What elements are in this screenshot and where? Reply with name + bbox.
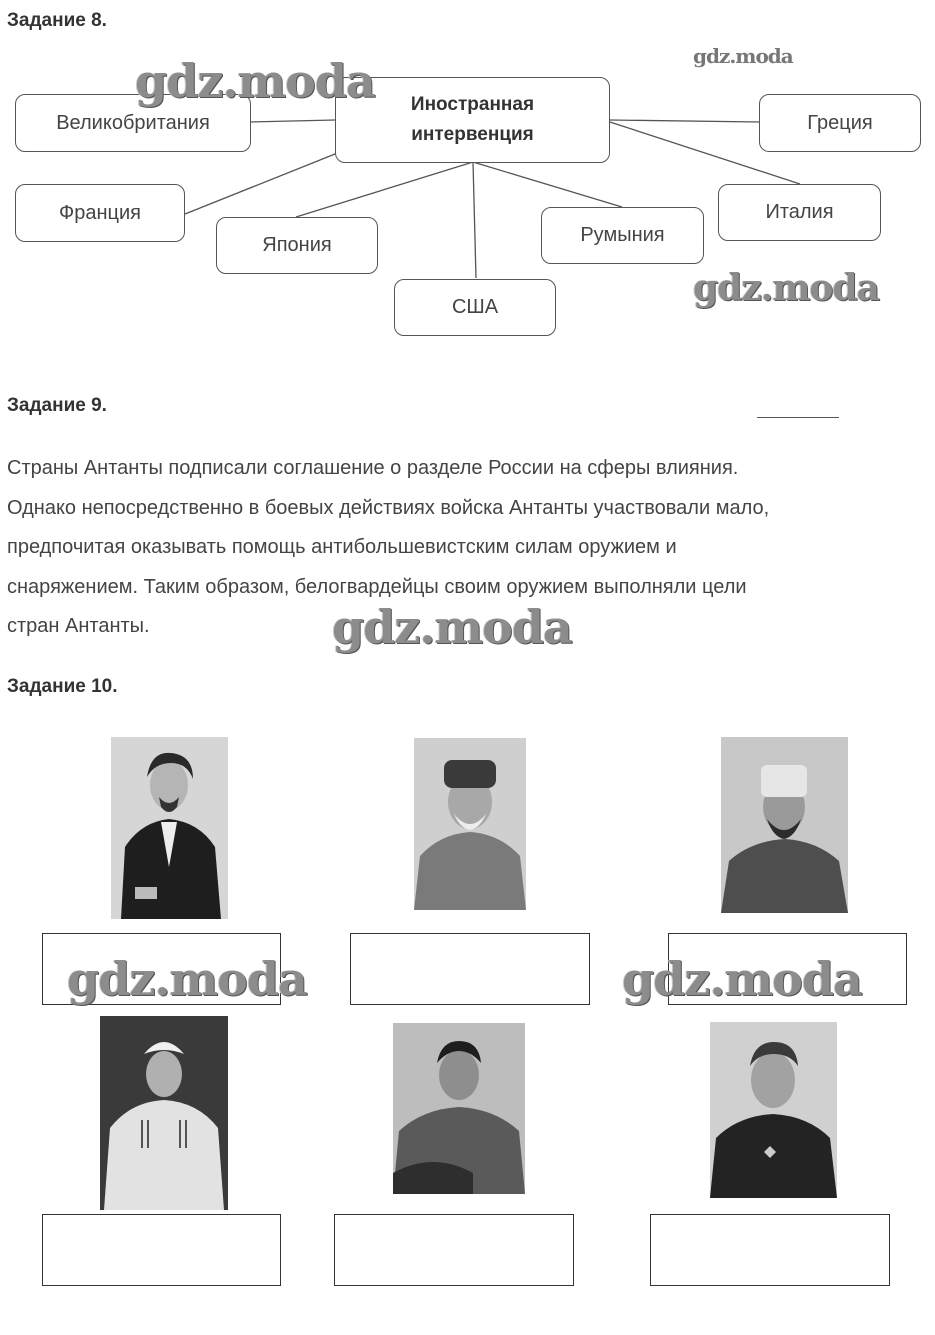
- center-node: [335, 77, 610, 163]
- node-italy: Италия: [718, 184, 881, 241]
- watermark: gdz.moda: [332, 600, 572, 654]
- node-usa: США: [394, 279, 556, 336]
- task8-heading: Задание 8.: [7, 10, 107, 31]
- connector-usa: [473, 162, 476, 278]
- text-line: Однако непосредственно в боевых действиях войска Антанты участвовали мало,: [7, 496, 770, 519]
- answer-box-5[interactable]: [334, 1214, 574, 1286]
- portrait-photo-4: [100, 1016, 228, 1210]
- node-france: Франция: [15, 184, 185, 242]
- task10-heading: Задание 10.: [7, 676, 118, 697]
- text-line: предпочитая оказывать помощь антибольшевистским силам оружием и: [7, 536, 677, 558]
- watermark: gdz.moda: [135, 54, 375, 108]
- portrait-photo-6: [710, 1022, 837, 1198]
- watermark: gdz.moda: [622, 952, 862, 1006]
- watermark: gdz.moda: [693, 267, 879, 309]
- portrait-photo-1: [111, 737, 228, 919]
- node-great-britain: Великобритания: [15, 94, 251, 152]
- node-greece: Греция: [759, 94, 921, 152]
- node-romania: Румыния: [541, 207, 704, 264]
- connector-romania: [473, 162, 622, 207]
- portrait-photo-2: [414, 738, 526, 910]
- center-node-line2: интервенция: [411, 124, 534, 145]
- task9-heading: Задание 9.: [7, 395, 107, 416]
- center-node-line1: Иностранная: [410, 94, 535, 115]
- answer-box-2[interactable]: [350, 933, 590, 1005]
- answer-box-4[interactable]: [42, 1214, 281, 1286]
- connector-france: [185, 152, 340, 214]
- answer-box-6[interactable]: [650, 1214, 890, 1286]
- portrait-photo-3: [721, 737, 848, 913]
- portrait-photo-5: [393, 1023, 525, 1194]
- node-japan: Япония: [216, 217, 378, 274]
- text-line: стран Антанты.: [7, 615, 150, 637]
- text-line: снаряжением. Таким образом, белогвардейцы своим оружием выполняли цели: [7, 575, 747, 598]
- watermark: gdz.moda: [67, 952, 307, 1006]
- connector-greece: [610, 120, 760, 122]
- connector-japan: [296, 162, 473, 217]
- connector-great-britain: [250, 120, 335, 122]
- blank-underline: [757, 417, 839, 418]
- watermark: gdz.moda: [693, 44, 793, 68]
- text-line: Страны Антанты подписали соглашение о разделе России на сферы влияния.: [7, 457, 739, 479]
